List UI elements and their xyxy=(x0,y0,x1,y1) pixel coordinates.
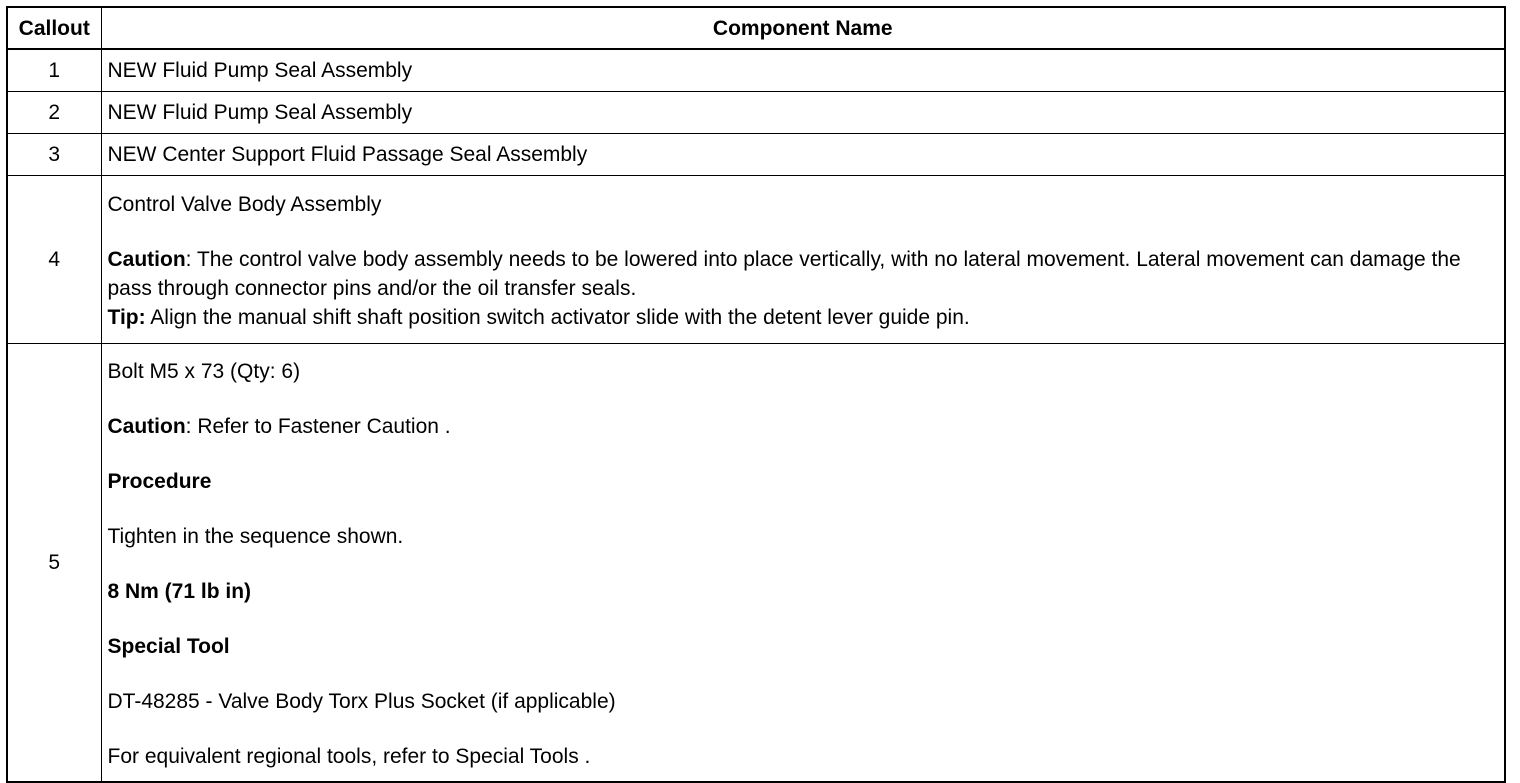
component-name: NEW Fluid Pump Seal Assembly xyxy=(101,92,1505,134)
component-name: NEW Fluid Pump Seal Assembly xyxy=(101,49,1505,92)
spacer xyxy=(108,716,1501,742)
spacer xyxy=(108,441,1501,467)
callout-number: 4 xyxy=(7,176,101,344)
table-row xyxy=(7,344,1505,783)
special-tool-heading xyxy=(108,632,1501,661)
tip-text: Align the manual shift shaft position switch activator slide with the detent lever guide pin. xyxy=(145,305,970,329)
table-row xyxy=(7,49,1505,92)
table-header-row xyxy=(7,7,1505,49)
spacer xyxy=(108,606,1501,632)
component-details xyxy=(101,344,1505,783)
regional-tools-text: For equivalent regional tools, refer to Special Tools . xyxy=(107,744,591,768)
spacer xyxy=(108,496,1501,522)
component-details xyxy=(101,176,1505,344)
caution-text: : Refer to Fastener Caution . xyxy=(185,414,451,438)
component-name: NEW Center Support Fluid Passage Seal Assembly xyxy=(101,134,1505,176)
spacer xyxy=(108,386,1501,412)
component-name: Control Valve Body Assembly xyxy=(107,192,382,216)
header-component-name: Component Name xyxy=(101,7,1505,49)
caution-note xyxy=(108,245,1501,303)
table-row xyxy=(7,176,1505,344)
callout-number: 5 xyxy=(7,344,101,783)
table-row xyxy=(7,134,1505,176)
torque-spec xyxy=(108,577,1501,606)
torque-spec-text: 8 Nm (71 lb in) xyxy=(107,579,252,603)
special-tool-text: DT-48285 - Valve Body Torx Plus Socket (if applicable) xyxy=(107,689,616,713)
spacer xyxy=(108,661,1501,687)
callout-number: 1 xyxy=(7,49,101,92)
header-callout: Callout xyxy=(7,7,101,49)
spacer xyxy=(108,551,1501,577)
special-tool-heading-text: Special Tool xyxy=(107,634,230,658)
callout-number: 2 xyxy=(7,92,101,134)
tip-note xyxy=(108,303,1501,332)
caution-text: : The control valve body assembly needs to be lowered into place vertically, with no lateral movement. Lateral movement can damage the pass through connector pins and/or the oil transfer seals. xyxy=(107,247,1461,300)
spacer xyxy=(108,219,1501,245)
procedure-heading xyxy=(108,467,1501,496)
caution-label: Caution xyxy=(107,247,186,271)
callout-number: 3 xyxy=(7,134,101,176)
procedure-heading-text: Procedure xyxy=(107,469,212,493)
tip-label: Tip: xyxy=(107,305,146,329)
component-name: Bolt M5 x 73 (Qty: 6) xyxy=(107,359,301,383)
procedure-text: Tighten in the sequence shown. xyxy=(107,524,404,548)
component-table xyxy=(6,6,1506,783)
caution-label: Caution xyxy=(107,414,186,438)
table-row xyxy=(7,92,1505,134)
caution-note xyxy=(108,412,1501,441)
